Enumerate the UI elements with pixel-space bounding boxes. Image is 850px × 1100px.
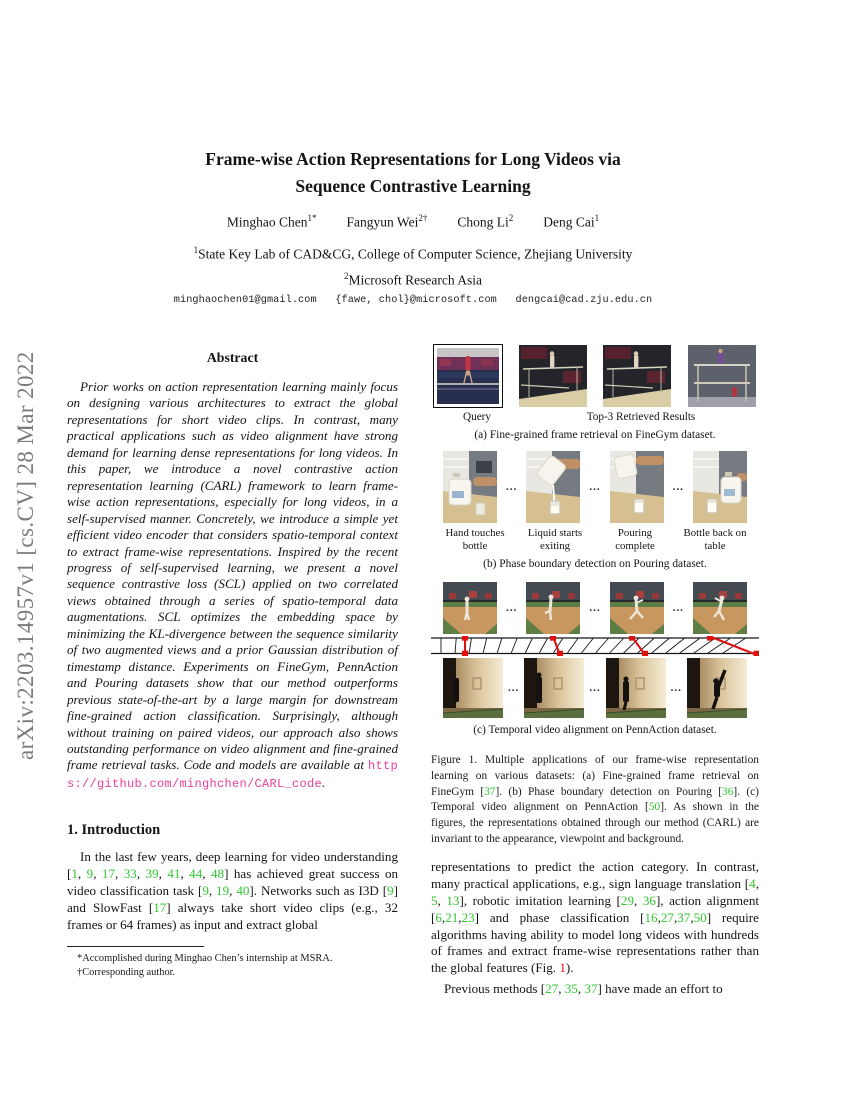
citation-link[interactable]: 9: [387, 882, 394, 898]
ellipsis: ...: [506, 480, 518, 493]
intro-continued-paragraph: [431, 859, 759, 977]
citation-link[interactable]: 4: [749, 876, 756, 892]
text-segment: ,: [180, 866, 190, 882]
citation-link[interactable]: 41: [167, 866, 181, 882]
author-affiliation-mark: 2: [508, 213, 514, 223]
text-segment: ,: [634, 893, 643, 908]
phase-label-1: Hand touches bottle: [445, 527, 505, 552]
author-affiliation-mark: 2†: [418, 213, 428, 223]
text-segment: In the last few years, deep learning for video understanding [: [67, 849, 398, 882]
figure1b-image-row: [431, 451, 759, 523]
citation-link[interactable]: 39: [145, 866, 159, 882]
baseball-frame-2-image: [526, 582, 580, 634]
citation-link[interactable]: 9: [202, 882, 209, 898]
text-segment: ] always take short video clips (e.g., 32 frames or 64 frames) as input and extract global: [67, 899, 399, 932]
text-segment: ,: [136, 866, 146, 882]
citation-link[interactable]: 23: [461, 909, 475, 925]
text-segment: ] and SlowFast [: [67, 882, 398, 915]
paper-title: [67, 146, 759, 200]
citation-link[interactable]: 37: [677, 909, 691, 925]
ellipsis: ...: [670, 681, 682, 694]
text-segment: ,: [458, 909, 462, 925]
indoor-frame-1-image: [443, 658, 503, 718]
text-segment: ] has achieved great success on video classification task [: [67, 866, 399, 898]
text-segment: ]. (c) Temporal video alignment on PennAction [: [431, 785, 759, 814]
citation-link[interactable]: 19: [216, 882, 230, 898]
text-segment: ,: [558, 980, 565, 996]
citation-link[interactable]: 50: [648, 801, 661, 814]
citation-link[interactable]: 29: [620, 893, 635, 908]
indoor-frame-2-image: [524, 658, 584, 718]
citation-link[interactable]: 48: [210, 866, 225, 882]
left-column: [67, 350, 398, 980]
text-segment: ], action alignment [: [431, 893, 760, 925]
query-frame-border: [433, 344, 503, 408]
pouring-frame-4-image: [693, 451, 747, 523]
citation-link[interactable]: 36: [642, 893, 656, 908]
citation-link[interactable]: 37: [484, 785, 496, 798]
indoor-frame-3-image: [606, 658, 666, 718]
text-segment: ,: [577, 980, 585, 996]
citation-link[interactable]: 33: [123, 866, 137, 882]
ellipsis: ...: [589, 480, 601, 493]
footnote-rule: [67, 946, 204, 947]
code-repository-link[interactable]: https://github.com/minghchen/CARL_code: [67, 759, 398, 791]
author-affiliation-mark: 1*: [307, 213, 317, 223]
text-segment: ,: [755, 876, 759, 892]
query-label: Query: [463, 411, 491, 423]
ellipsis: ...: [589, 681, 601, 694]
affiliation-mark: 2: [344, 271, 349, 281]
text-segment: ,: [208, 882, 217, 898]
citation-link[interactable]: 44: [189, 866, 203, 882]
text-segment: ] and phase classification [: [474, 909, 645, 925]
citation-link[interactable]: 16: [644, 909, 658, 925]
citation-link[interactable]: 36: [722, 785, 734, 798]
text-segment: Previous methods [: [444, 980, 546, 996]
text-segment: ,: [690, 909, 694, 925]
introduction-paragraph: [67, 849, 398, 933]
retrieved-result-1-image: [518, 345, 588, 407]
figure1c-bottom-row: [431, 658, 759, 718]
retrieved-result-2-image: [602, 345, 672, 407]
affiliation-text: State Key Lab of CAD&CG, College of Computer Science, Zhejiang University: [198, 246, 633, 261]
author-deng-cai: [543, 213, 599, 231]
figure1a-labels: [431, 411, 759, 423]
text-segment: representations to predict the action category. In contrast, many practical applications, e.g., sign language translation [: [431, 859, 759, 892]
phase-label-2: Liquid starts exiting: [527, 527, 583, 552]
text-segment: ], robotic imitation learning [: [459, 893, 621, 908]
baseball-frame-3-image: [610, 582, 664, 634]
citation-link[interactable]: 35: [564, 980, 578, 996]
baseball-frame-4-image: [693, 582, 747, 634]
pouring-frame-1-image: [443, 451, 497, 523]
introduction-heading: 1. Introduction: [67, 822, 161, 839]
affiliation-text: Microsoft Research Asia: [348, 272, 482, 288]
affiliation-1: [67, 239, 759, 266]
citation-link[interactable]: 13: [446, 893, 460, 908]
text-segment: ]. (b) Phase boundary detection on Pouring [: [495, 785, 723, 798]
figure1a-image-row: [431, 344, 759, 408]
phase-label-3: Pouring complete: [615, 527, 655, 552]
figure1c-caption: (c) Temporal video alignment on PennAction dataset.: [473, 724, 717, 737]
citation-link[interactable]: 27: [545, 980, 559, 996]
text-segment: ] require algorithms having ability to model long videos with hundreds of frames and extract frame-wise representations rather than the global features (Fig.: [431, 909, 759, 976]
author-name: Minghao Chen: [226, 214, 308, 230]
author-emails: minghaochen01@gmail.com {fawe, chol}@microsoft.com dengcai@cad.zju.edu.cn: [173, 294, 653, 306]
text-segment: ,: [229, 882, 237, 898]
text-segment: ).: [565, 960, 574, 976]
citation-link[interactable]: 21: [445, 909, 459, 925]
alignment-ladder: [431, 636, 759, 656]
author-affiliation-mark: 1: [594, 213, 600, 223]
figure1b-phase-labels: [431, 527, 759, 552]
ellipsis: ...: [508, 681, 520, 694]
citation-link[interactable]: 9: [86, 866, 94, 882]
figure1c-top-row: [431, 582, 759, 634]
citation-link[interactable]: 5: [431, 893, 438, 908]
text-segment: .: [322, 774, 326, 790]
author-fangyun-wei: [347, 213, 428, 231]
citation-link[interactable]: 17: [101, 866, 115, 882]
abstract-heading: Abstract: [206, 350, 259, 365]
author-minghao-chen: [227, 213, 317, 231]
text-segment: ]. Networks such as I3D [: [249, 882, 388, 898]
affiliation-list: [67, 239, 759, 292]
footnote-internship: *Accomplished during Minghao Chen’s internship at MSRA.: [77, 953, 333, 965]
figure-reference-link[interactable]: 1: [559, 960, 566, 976]
ellipsis: ...: [589, 601, 601, 614]
text-segment: ,: [158, 866, 168, 882]
retrieved-results-label: Top-3 Retrieved Results: [586, 411, 696, 423]
retrieved-result-3-image: [687, 345, 757, 407]
phase-label-4: Bottle back on table: [683, 527, 747, 552]
text-segment: ] have made an effort to: [597, 980, 723, 996]
text-segment: ,: [202, 866, 211, 882]
pouring-frame-3-image: [610, 451, 664, 523]
previous-methods-paragraph: [431, 981, 759, 998]
query-gym-image: [437, 348, 499, 404]
text-segment: ,: [673, 909, 678, 925]
pouring-frame-2-image: [526, 451, 580, 523]
abstract-paragraph: [67, 379, 398, 792]
baseball-frame-1-image: [443, 582, 497, 634]
text-segment: ]. As shown in the figures, the representations obtained through our method (CARL) are invariant to the appearance, viewpoint and background.: [431, 801, 759, 845]
citation-link[interactable]: 37: [584, 980, 598, 996]
affiliation-mark: 1: [193, 244, 199, 255]
right-column: [431, 344, 759, 998]
author-chong-li: [457, 213, 513, 231]
text-segment: ,: [441, 909, 446, 925]
text-segment: ,: [437, 893, 447, 908]
footnote-corresponding-author: †Corresponding author.: [77, 966, 176, 978]
author-name: Deng Cai: [543, 214, 595, 230]
author-name: Chong Li: [457, 214, 509, 230]
text-segment: ,: [93, 866, 102, 882]
citation-link[interactable]: 1: [71, 866, 78, 882]
citation-link[interactable]: 6: [435, 909, 442, 925]
ellipsis: ...: [672, 480, 684, 493]
paper-header: [67, 146, 759, 306]
text-segment: ,: [657, 909, 661, 925]
ellipsis: ...: [672, 601, 684, 614]
text-segment: ,: [115, 866, 124, 882]
text-segment: Prior works on action representation learning mainly focus on designing various architectures to extract the global representations for short video clips. In contrast, many practical applications such as video alignment have strong demand for learning dense representations for long videos. In this paper, we introduce a novel contrastive action representation learning (CARL) framework to learn frame-wise action representations, especially for long videos, in a self-supervised manner. Concretely, we introduce a simple yet efficient video encoder that considers spatio-temporal context to extract frame-wise representations. Inspired by the recent progress of self-supervised learning, we present a novel sequence contrastive loss (SCL) applied on two correlated views obtained through a series of spatio-temporal data augmentations. SCL optimizes the embedding space by minimizing the KL-divergence between the sequence similarity of two augmented views and a prior Gaussian distribution of timestamp distance. Experiments on FineGym, PennAction and Pouring datasets show that our method outperforms previous state-of-the-art by a large margin for downstream fine-grained action classification. Surprisingly, although without training on paired videos, our approach also shows outstanding performance on video alignment and fine-grained frame retrieval tasks. Code and models are available at: [67, 379, 398, 773]
author-name: Fangyun Wei: [346, 214, 419, 230]
title-line-2: Sequence Contrastive Learning: [295, 176, 531, 196]
affiliation-2: [67, 265, 759, 292]
title-line-1: Frame-wise Action Representations for Long Videos via: [205, 149, 621, 169]
citation-link[interactable]: 50: [693, 909, 707, 925]
alignment-ladder-graphic: [431, 636, 759, 656]
citation-link[interactable]: 17: [153, 899, 167, 915]
figure1b-caption: (b) Phase boundary detection on Pouring dataset.: [483, 558, 707, 571]
figure1a-caption: (a) Fine-grained frame retrieval on FineGym dataset.: [474, 429, 716, 441]
text-segment: Figure 1. Multiple applications of our frame-wise representation learning on various datasets: (a) Fine-grained frame retrieval on FineGym [: [431, 754, 759, 798]
citation-link[interactable]: 40: [236, 882, 250, 898]
arxiv-watermark: arXiv:2203.14957v1 [cs.CV] 28 Mar 2022: [13, 351, 38, 760]
figure1-main-caption: [431, 753, 759, 847]
ellipsis: ...: [506, 601, 518, 614]
author-list: [67, 213, 759, 231]
text-segment: ,: [77, 866, 87, 882]
indoor-frame-4-image: [687, 658, 747, 718]
citation-link[interactable]: 27: [660, 909, 674, 925]
